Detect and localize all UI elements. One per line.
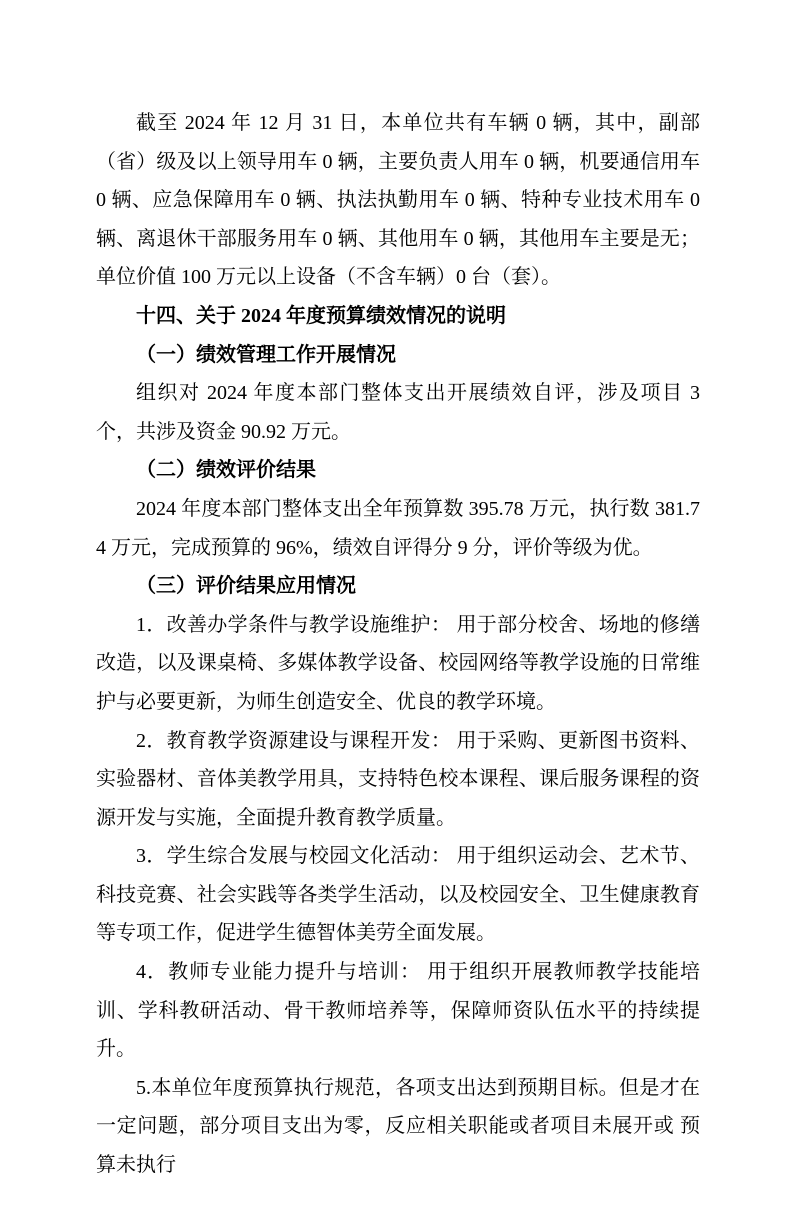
- subsection-heading-1: （一）绩效管理工作开展情况: [136, 343, 396, 366]
- paragraph-vehicle-summary: 截至 2024 年 12 月 31 日，本单位共有车辆 0 辆，其中，副部（省）级及以上领导用车 0 辆，主要负责人用车 0 辆，机要通信用车 0 辆、应急保障用车 0 辆、执法执勤用车 0 辆、特种专业技术用车 0 辆、离退休干部服务用车 0 辆、其他用车 0 辆，其他用车主要是无；单位价值 100 万元以上设备（不含车辆）0 台（套）。: [96, 112, 700, 289]
- paragraph-evaluation-result: 2024 年度本部门整体支出全年预算数 395.78 万元，执行数 381.74 万元，完成预算的 96%，绩效自评得分 9 分，评价等级为优。: [96, 497, 700, 559]
- paragraph-item-4: 4．教师专业能力提升与培训： 用于组织开展教师教学技能培训、学科教研活动、骨干教师培养等，保障师资队伍水平的持续提升。: [96, 961, 700, 1061]
- section-heading-14: 十四、关于 2024 年度预算绩效情况的说明: [136, 304, 506, 327]
- paragraph-item-2: 2．教育教学资源建设与课程开发： 用于采购、更新图书资料、实验器材、音体美教学用具，支持特色校本课程、课后服务课程的资源开发与实施，全面提升教育教学质量。: [96, 729, 700, 829]
- subsection-heading-3: （三）评价结果应用情况: [136, 575, 356, 598]
- paragraph-item-3: 3．学生综合发展与校园文化活动： 用于组织运动会、艺术节、科技竞赛、社会实践等各类学生活动，以及校园安全、卫生健康教育等专项工作，促进学生德智体美劳全面发展。: [96, 845, 700, 945]
- subsection-heading-2: （二）绩效评价结果: [136, 459, 316, 482]
- paragraph-item-5: 5.本单位年度预算执行规范，各项支出达到预期目标。但是才在一定问题，部分项目支出为零，反应相关职能或者项目未展开或 预算未执行: [96, 1076, 700, 1177]
- paragraph-self-evaluation: 组织对 2024 年度本部门整体支出开展绩效自评，涉及项目 3 个，共涉及资金 90.92 万元。: [96, 382, 700, 443]
- paragraph-item-1: 1．改善办学条件与教学设施维护： 用于部分校舍、场地的修缮改造，以及课桌椅、多媒体教学设备、校园网络等教学设施的日常维护与必要更新，为师生创造安全、优良的教学环境。: [96, 613, 700, 713]
